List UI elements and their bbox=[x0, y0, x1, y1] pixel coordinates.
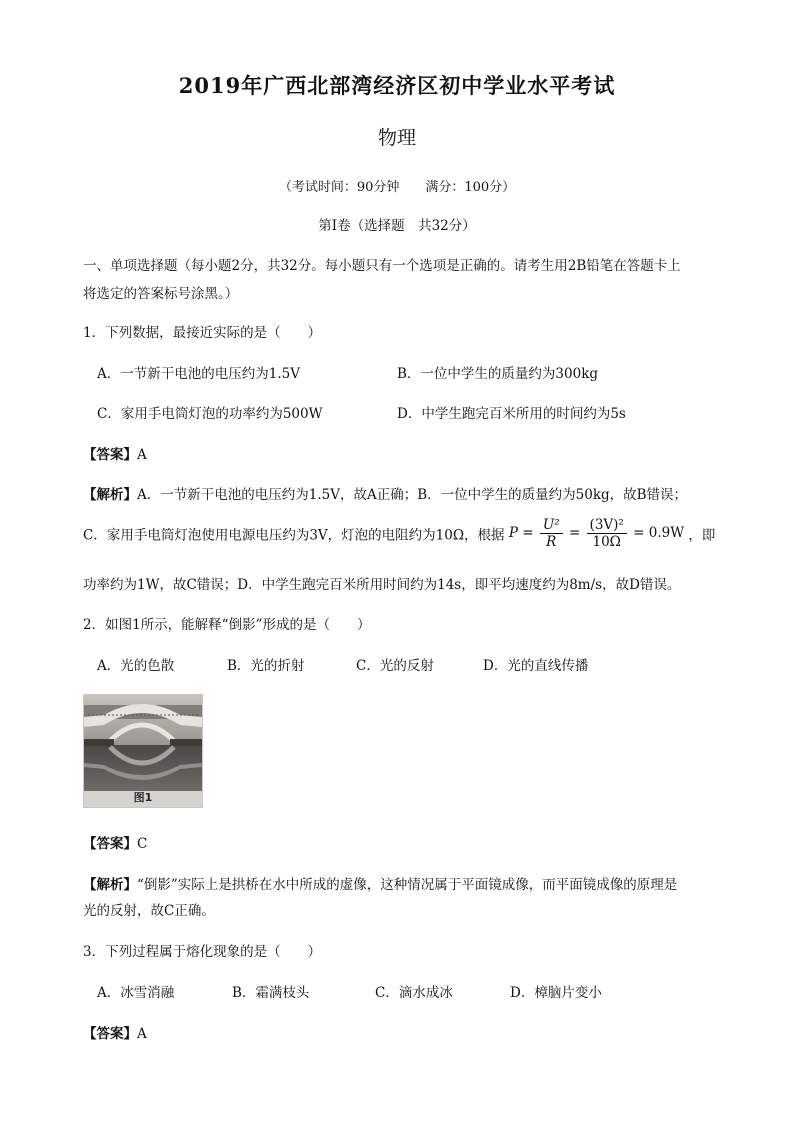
q2-option-d: D．光的直线传播 bbox=[483, 658, 589, 674]
q2-option-b: B．光的折射 bbox=[227, 658, 305, 674]
analysis-label: 【解析】 bbox=[83, 877, 137, 893]
figure-caption: 图1 bbox=[133, 791, 153, 804]
q1-analysis-line2 bbox=[83, 517, 715, 550]
formula-p: P bbox=[508, 525, 518, 541]
fraction-u2-over-r bbox=[540, 517, 563, 550]
q3-answer bbox=[83, 1022, 147, 1042]
formula-equals: = bbox=[633, 525, 645, 541]
analysis-text: ，即 bbox=[688, 527, 716, 544]
part-title: 第Ⅰ卷（选择题 共32分） bbox=[318, 218, 476, 234]
formula-equals: = bbox=[568, 525, 581, 541]
fraction-numerator: (3V)² bbox=[587, 517, 627, 534]
fraction-numerator: U² bbox=[540, 517, 563, 534]
q2-answer bbox=[83, 832, 147, 852]
q1-option-a: A．一节新干电池的电压约为1.5V bbox=[97, 366, 300, 382]
exam-info: （考试时间：90分钟 满分：100分） bbox=[278, 180, 516, 195]
power-formula bbox=[509, 517, 684, 550]
q1-answer bbox=[83, 443, 147, 463]
q2-analysis-line1 bbox=[83, 873, 677, 893]
subject-title: 物理 bbox=[377, 127, 416, 149]
q2-analysis-line2: 光的反射，故C正确。 bbox=[83, 903, 215, 919]
q3-option-b: B．霜满枝头 bbox=[232, 985, 310, 1001]
answer-label: 【答案】 bbox=[83, 1026, 137, 1042]
analysis-text: “倒影”实际上是拱桥在水中所成的虚像，这种情况属于平面镜成像，而平面镜成像的原理是 bbox=[137, 877, 678, 893]
q2-option-c: C．光的反射 bbox=[356, 658, 434, 674]
q3-stem: 3．下列过程属于熔化现象的是（ ） bbox=[83, 944, 322, 960]
fraction-denominator: R bbox=[546, 534, 557, 550]
q2-stem: 2．如图1所示，能解释“倒影”形成的是（ ） bbox=[83, 617, 371, 633]
section-instruction-line2: 将选定的答案标号涂黑。） bbox=[83, 286, 239, 302]
q3-option-d: D．樟脑片变小 bbox=[510, 985, 602, 1001]
q1-analysis-line1 bbox=[83, 483, 687, 503]
answer-label: 【答案】 bbox=[83, 447, 137, 463]
answer-value: A bbox=[137, 447, 147, 463]
fraction-values bbox=[587, 517, 627, 550]
formula-result: 0.9W bbox=[648, 525, 685, 541]
q1-option-b: B．一位中学生的质量约为300kg bbox=[397, 366, 599, 382]
analysis-text: C．家用手电筒灯泡使用电源电压约为3V，灯泡的电阻约为10Ω，根据 bbox=[83, 527, 505, 544]
q1-stem: 1．下列数据，最接近实际的是（ ） bbox=[83, 325, 322, 341]
q3-option-c: C．滴水成冰 bbox=[375, 985, 453, 1001]
analysis-text: A．一节新干电池的电压约为1.5V，故A正确；B．一位中学生的质量约为50kg，故B错误； bbox=[137, 487, 688, 503]
answer-label: 【答案】 bbox=[83, 836, 137, 852]
answer-value: A bbox=[137, 1026, 147, 1042]
q1-analysis-line3: 功率约为1W，故C错误；D．中学生跑完百米所用时间约为14s，即平均速度约为8m/s，故D错误。 bbox=[83, 577, 681, 593]
bridge-reflection-figure bbox=[83, 694, 203, 808]
q3-option-a: A．冰雪消融 bbox=[97, 985, 175, 1001]
q2-option-a: A．光的色散 bbox=[97, 658, 175, 674]
exam-title: 2019年广西北部湾经济区初中学业水平考试 bbox=[178, 73, 616, 98]
formula-equals: = bbox=[522, 525, 534, 541]
analysis-label: 【解析】 bbox=[83, 487, 137, 503]
q1-option-c: C．家用手电筒灯泡的功率约为500W bbox=[97, 406, 323, 422]
answer-value: C bbox=[137, 836, 148, 852]
section-instruction-line1: 一、单项选择题（每小题2分，共32分。每小题只有一个选项是正确的。请考生用2B铅笔在答题卡上 bbox=[83, 258, 681, 274]
fraction-denominator: 10Ω bbox=[592, 534, 621, 550]
q1-option-d: D．中学生跑完百米所用的时间约为5s bbox=[397, 406, 626, 422]
